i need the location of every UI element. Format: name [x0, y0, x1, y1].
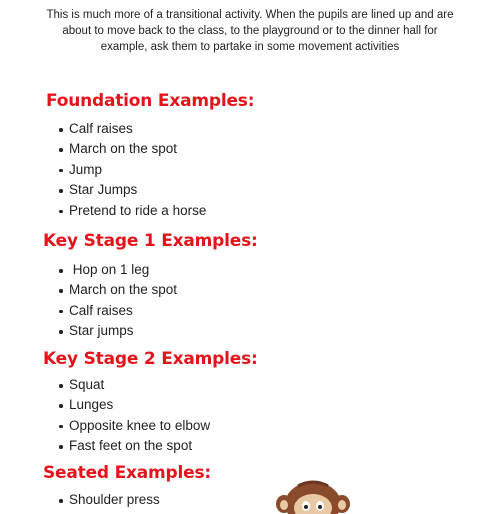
list-item: Star Jumps — [59, 180, 206, 200]
seated-list — [59, 490, 160, 510]
list-item: Fast feet on the spot — [59, 436, 210, 456]
seated-heading: Seated Examples: — [43, 463, 211, 483]
list-item: Calf raises — [59, 301, 177, 321]
list-item: Hop on 1 leg — [59, 260, 177, 280]
list-item: Pretend to ride a horse — [59, 201, 206, 221]
list-item: Lunges — [59, 395, 210, 415]
list-item: Calf raises — [59, 119, 206, 139]
list-item: March on the spot — [59, 280, 177, 300]
list-item: Squat — [59, 375, 210, 395]
intro-paragraph: This is much more of a transitional activity. When the pupils are lined up and are about to move back to the class, to the playground or to the dinner hall for example, ask them to partake in some movement activities — [46, 9, 454, 53]
list-item: Shoulder press — [59, 490, 160, 510]
list-item: Jump — [59, 160, 206, 180]
key-stage-2-heading: Key Stage 2 Examples: — [43, 349, 258, 369]
list-item: March on the spot — [59, 139, 206, 159]
monkey-mascot-icon — [268, 474, 358, 514]
foundation-list — [59, 119, 206, 221]
foundation-heading: Foundation Examples: — [46, 91, 255, 111]
key-stage-2-list — [59, 375, 210, 457]
key-stage-1-list — [59, 260, 177, 342]
key-stage-1-heading: Key Stage 1 Examples: — [43, 231, 258, 251]
list-item: Star jumps — [59, 321, 177, 341]
list-item: Opposite knee to elbow — [59, 416, 210, 436]
